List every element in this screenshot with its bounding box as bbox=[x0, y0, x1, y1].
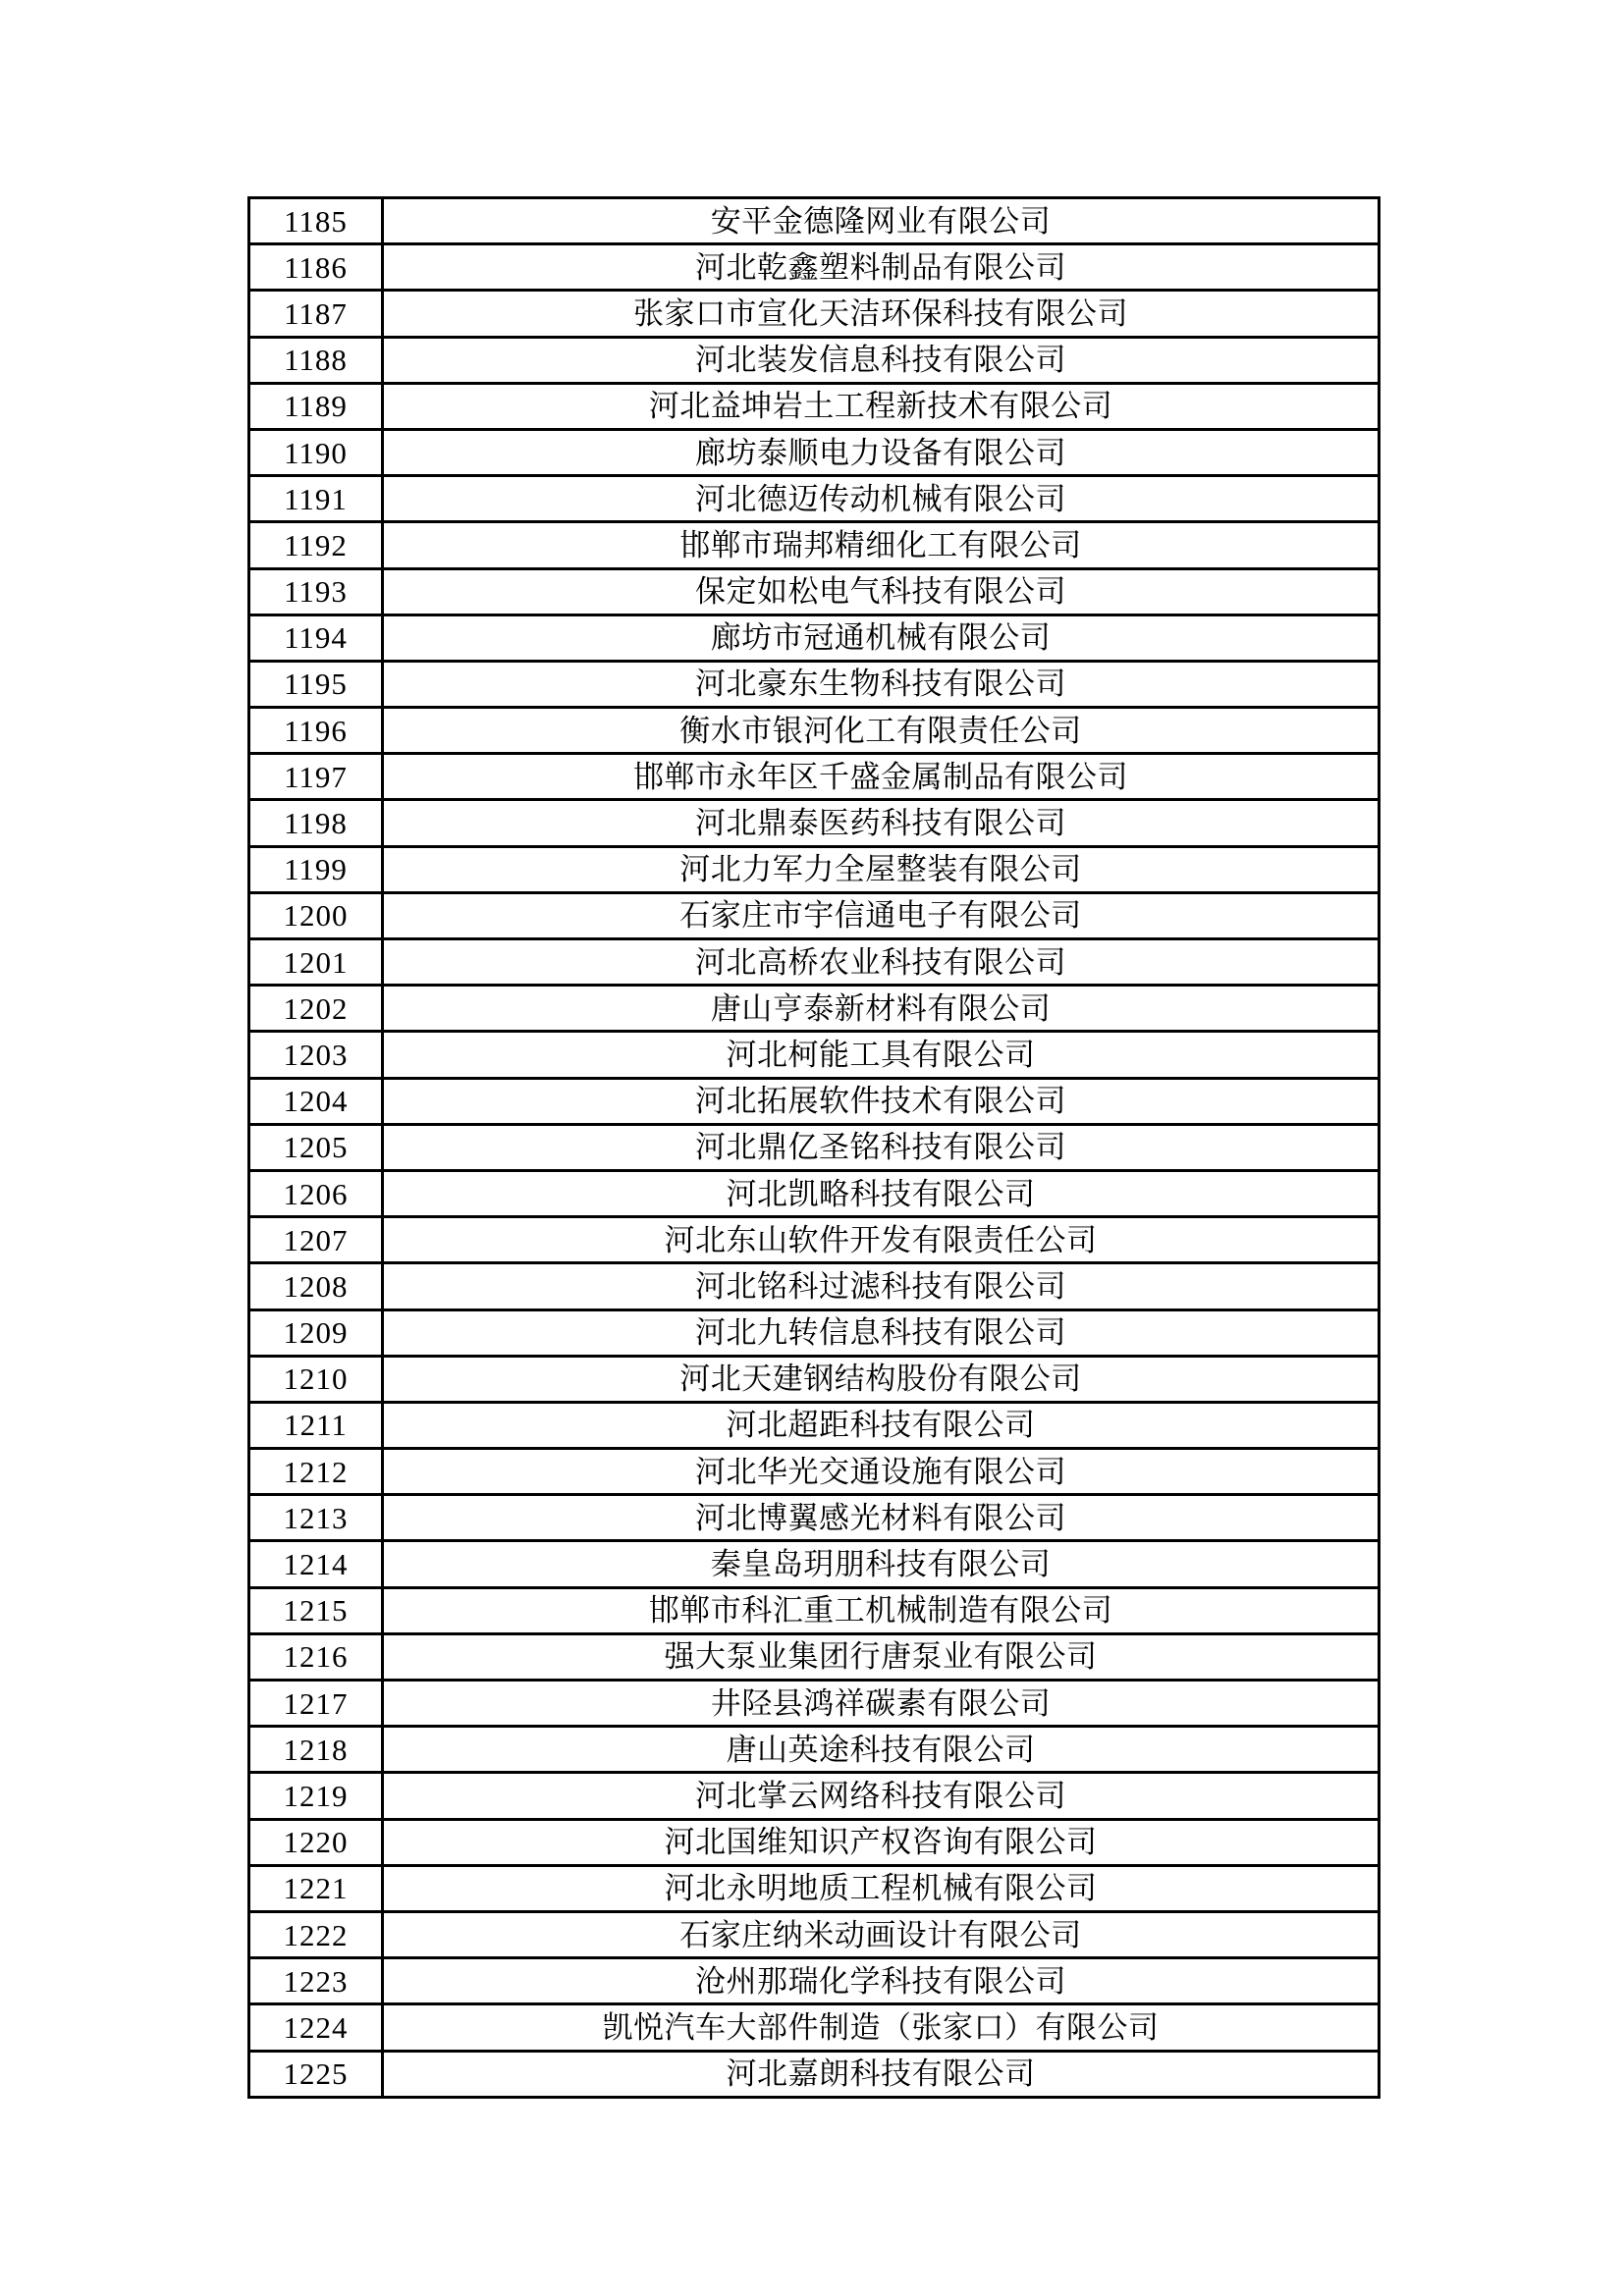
row-number-cell: 1208 bbox=[249, 1263, 383, 1309]
row-number-cell: 1194 bbox=[249, 614, 383, 661]
row-number-cell: 1206 bbox=[249, 1170, 383, 1216]
company-name-cell: 河北高桥农业科技有限公司 bbox=[383, 939, 1380, 986]
table-row bbox=[249, 429, 1380, 475]
table-row bbox=[249, 1170, 1380, 1216]
company-name-cell: 河北国维知识产权咨询有限公司 bbox=[383, 1819, 1380, 1865]
table-row bbox=[249, 1449, 1380, 1495]
table-row bbox=[249, 1309, 1380, 1356]
row-number-cell: 1225 bbox=[249, 2051, 383, 2097]
table-row bbox=[249, 1495, 1380, 1541]
company-name-cell: 河北装发信息科技有限公司 bbox=[383, 337, 1380, 383]
row-number-cell: 1215 bbox=[249, 1587, 383, 1633]
company-name-cell: 唐山英途科技有限公司 bbox=[383, 1727, 1380, 1773]
company-name-cell: 安平金德隆网业有限公司 bbox=[383, 198, 1380, 244]
table-row bbox=[249, 1819, 1380, 1865]
table-row bbox=[249, 939, 1380, 986]
row-number-cell: 1210 bbox=[249, 1356, 383, 1402]
row-number-cell: 1214 bbox=[249, 1541, 383, 1587]
table-row bbox=[249, 754, 1380, 800]
company-name-cell: 河北九转信息科技有限公司 bbox=[383, 1309, 1380, 1356]
table-row bbox=[249, 614, 1380, 661]
row-number-cell: 1217 bbox=[249, 1681, 383, 1727]
row-number-cell: 1191 bbox=[249, 476, 383, 522]
company-name-cell: 河北柯能工具有限公司 bbox=[383, 1032, 1380, 1078]
table-row bbox=[249, 986, 1380, 1032]
row-number-cell: 1190 bbox=[249, 429, 383, 475]
row-number-cell: 1219 bbox=[249, 1773, 383, 1819]
row-number-cell: 1205 bbox=[249, 1124, 383, 1170]
company-name-cell: 河北铭科过滤科技有限公司 bbox=[383, 1263, 1380, 1309]
row-number-cell: 1199 bbox=[249, 846, 383, 892]
row-number-cell: 1188 bbox=[249, 337, 383, 383]
company-name-cell: 沧州那瑞化学科技有限公司 bbox=[383, 1958, 1380, 2004]
table-row bbox=[249, 1681, 1380, 1727]
company-name-cell: 廊坊市冠通机械有限公司 bbox=[383, 614, 1380, 661]
row-number-cell: 1185 bbox=[249, 198, 383, 244]
company-name-cell: 邯郸市瑞邦精细化工有限公司 bbox=[383, 522, 1380, 568]
row-number-cell: 1186 bbox=[249, 244, 383, 291]
company-name-cell: 河北益坤岩土工程新技术有限公司 bbox=[383, 383, 1380, 429]
row-number-cell: 1203 bbox=[249, 1032, 383, 1078]
company-name-cell: 河北超距科技有限公司 bbox=[383, 1402, 1380, 1448]
company-name-cell: 河北德迈传动机械有限公司 bbox=[383, 476, 1380, 522]
table-row bbox=[249, 1773, 1380, 1819]
row-number-cell: 1212 bbox=[249, 1449, 383, 1495]
company-name-cell: 河北掌云网络科技有限公司 bbox=[383, 1773, 1380, 1819]
row-number-cell: 1221 bbox=[249, 1865, 383, 1911]
table-row bbox=[249, 291, 1380, 337]
table-row bbox=[249, 1727, 1380, 1773]
company-name-cell: 河北博翼感光材料有限公司 bbox=[383, 1495, 1380, 1541]
row-number-cell: 1189 bbox=[249, 383, 383, 429]
table-row bbox=[249, 476, 1380, 522]
row-number-cell: 1209 bbox=[249, 1309, 383, 1356]
company-name-cell: 廊坊泰顺电力设备有限公司 bbox=[383, 429, 1380, 475]
table-row bbox=[249, 337, 1380, 383]
row-number-cell: 1201 bbox=[249, 939, 383, 986]
table-row bbox=[249, 1958, 1380, 2004]
row-number-cell: 1213 bbox=[249, 1495, 383, 1541]
company-name-cell: 井陉县鸿祥碳素有限公司 bbox=[383, 1681, 1380, 1727]
row-number-cell: 1224 bbox=[249, 2004, 383, 2051]
row-number-cell: 1193 bbox=[249, 568, 383, 614]
table-row bbox=[249, 1217, 1380, 1263]
company-name-cell: 石家庄市宇信通电子有限公司 bbox=[383, 892, 1380, 938]
company-name-cell: 河北凯略科技有限公司 bbox=[383, 1170, 1380, 1216]
table-row bbox=[249, 2051, 1380, 2097]
row-number-cell: 1204 bbox=[249, 1078, 383, 1124]
row-number-cell: 1211 bbox=[249, 1402, 383, 1448]
row-number-cell: 1196 bbox=[249, 708, 383, 754]
company-name-cell: 河北华光交通设施有限公司 bbox=[383, 1449, 1380, 1495]
row-number-cell: 1220 bbox=[249, 1819, 383, 1865]
table-row bbox=[249, 1356, 1380, 1402]
row-number-cell: 1198 bbox=[249, 800, 383, 846]
company-name-cell: 保定如松电气科技有限公司 bbox=[383, 568, 1380, 614]
table-row bbox=[249, 383, 1380, 429]
row-number-cell: 1195 bbox=[249, 661, 383, 707]
table-row bbox=[249, 1124, 1380, 1170]
row-number-cell: 1187 bbox=[249, 291, 383, 337]
company-name-cell: 秦皇岛玥朋科技有限公司 bbox=[383, 1541, 1380, 1587]
table-row bbox=[249, 2004, 1380, 2051]
table-row bbox=[249, 661, 1380, 707]
row-number-cell: 1222 bbox=[249, 1911, 383, 1957]
table-row bbox=[249, 1633, 1380, 1680]
table-row bbox=[249, 708, 1380, 754]
row-number-cell: 1200 bbox=[249, 892, 383, 938]
table-row bbox=[249, 244, 1380, 291]
table-row bbox=[249, 1032, 1380, 1078]
table-row bbox=[249, 800, 1380, 846]
company-name-cell: 河北东山软件开发有限责任公司 bbox=[383, 1217, 1380, 1263]
company-name-cell: 河北力军力全屋整装有限公司 bbox=[383, 846, 1380, 892]
company-name-cell: 河北嘉朗科技有限公司 bbox=[383, 2051, 1380, 2097]
company-name-cell: 张家口市宣化天洁环保科技有限公司 bbox=[383, 291, 1380, 337]
company-name-cell: 河北拓展软件技术有限公司 bbox=[383, 1078, 1380, 1124]
company-name-cell: 河北鼎泰医药科技有限公司 bbox=[383, 800, 1380, 846]
table-row bbox=[249, 1911, 1380, 1957]
company-table bbox=[247, 196, 1380, 2099]
company-name-cell: 凯悦汽车大部件制造（张家口）有限公司 bbox=[383, 2004, 1380, 2051]
row-number-cell: 1207 bbox=[249, 1217, 383, 1263]
table-row bbox=[249, 198, 1380, 244]
table-row bbox=[249, 568, 1380, 614]
table-row bbox=[249, 1078, 1380, 1124]
table-row bbox=[249, 1402, 1380, 1448]
row-number-cell: 1216 bbox=[249, 1633, 383, 1680]
table-row bbox=[249, 1541, 1380, 1587]
company-name-cell: 石家庄纳米动画设计有限公司 bbox=[383, 1911, 1380, 1957]
company-name-cell: 邯郸市科汇重工机械制造有限公司 bbox=[383, 1587, 1380, 1633]
company-name-cell: 唐山亨泰新材料有限公司 bbox=[383, 986, 1380, 1032]
table-row bbox=[249, 1587, 1380, 1633]
table-row bbox=[249, 1263, 1380, 1309]
company-name-cell: 河北乾鑫塑料制品有限公司 bbox=[383, 244, 1380, 291]
company-name-cell: 衡水市银河化工有限责任公司 bbox=[383, 708, 1380, 754]
row-number-cell: 1218 bbox=[249, 1727, 383, 1773]
row-number-cell: 1197 bbox=[249, 754, 383, 800]
company-name-cell: 河北鼎亿圣铭科技有限公司 bbox=[383, 1124, 1380, 1170]
row-number-cell: 1202 bbox=[249, 986, 383, 1032]
company-name-cell: 河北豪东生物科技有限公司 bbox=[383, 661, 1380, 707]
company-table-body bbox=[249, 198, 1380, 2098]
company-name-cell: 邯郸市永年区千盛金属制品有限公司 bbox=[383, 754, 1380, 800]
table-row bbox=[249, 846, 1380, 892]
company-name-cell: 强大泵业集团行唐泵业有限公司 bbox=[383, 1633, 1380, 1680]
company-name-cell: 河北天建钢结构股份有限公司 bbox=[383, 1356, 1380, 1402]
company-name-cell: 河北永明地质工程机械有限公司 bbox=[383, 1865, 1380, 1911]
table-row bbox=[249, 1865, 1380, 1911]
table-row bbox=[249, 892, 1380, 938]
row-number-cell: 1223 bbox=[249, 1958, 383, 2004]
table-row bbox=[249, 522, 1380, 568]
row-number-cell: 1192 bbox=[249, 522, 383, 568]
